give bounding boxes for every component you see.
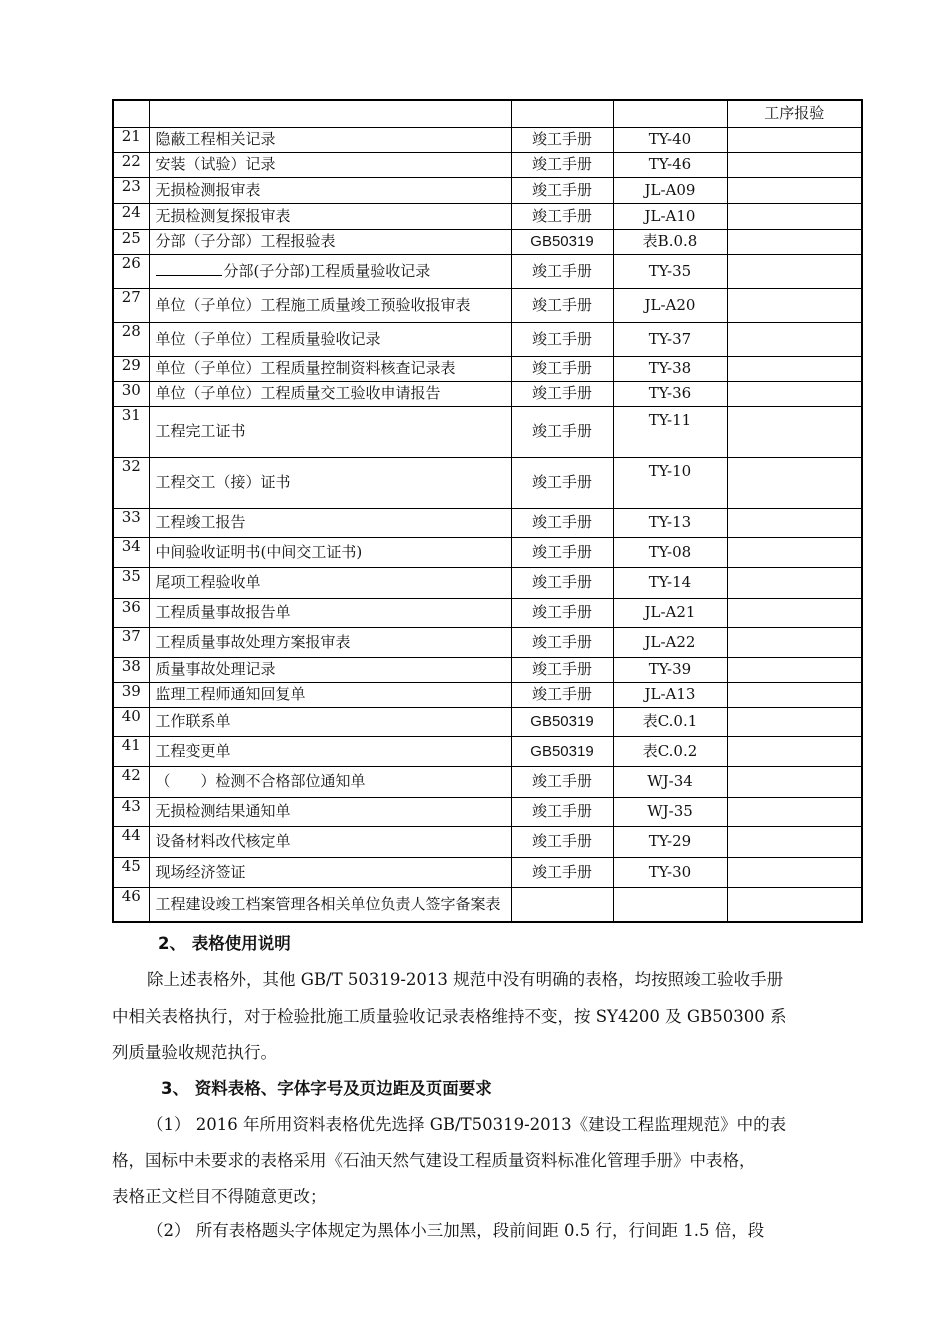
cell-code bbox=[613, 177, 727, 203]
cell-source bbox=[511, 322, 613, 356]
cell-number bbox=[113, 567, 149, 598]
cell-number bbox=[113, 127, 149, 152]
cell-source-text: 竣工手册 bbox=[531, 685, 592, 703]
cell-number bbox=[113, 508, 149, 537]
cell-source bbox=[511, 682, 613, 707]
cell-source-text: 竣工手册 bbox=[531, 542, 592, 561]
section-3-line-2: 格，国标中未要求的表格采用《石油天然气建设工程质量资料标准化管理手册》中表格， bbox=[112, 1151, 756, 1170]
cell-name bbox=[149, 288, 511, 322]
table-row bbox=[113, 537, 862, 567]
cell-number-text: 45 bbox=[121, 857, 141, 875]
cell-note bbox=[727, 887, 862, 922]
cell-number-text: 46 bbox=[121, 887, 141, 905]
cell-source-text: GB50319 bbox=[530, 233, 594, 250]
cell-number bbox=[113, 682, 149, 707]
cell-code-text: 表B.0.8 bbox=[642, 232, 698, 250]
table-row bbox=[113, 100, 862, 127]
cell-source bbox=[511, 406, 613, 457]
cell-code bbox=[613, 406, 727, 457]
cell-name bbox=[149, 627, 511, 657]
cell-name-text: 分部（子分部）工程报验表 bbox=[155, 232, 336, 250]
table-row bbox=[113, 567, 862, 598]
table-row bbox=[113, 127, 862, 152]
cell-note bbox=[727, 177, 862, 203]
cell-code bbox=[613, 508, 727, 537]
cell-note bbox=[727, 406, 862, 457]
cell-code-text: TY-39 bbox=[648, 660, 692, 678]
cell-name-text: 分部(子分部)工程质量验收记录 bbox=[223, 262, 431, 280]
cell-number bbox=[113, 537, 149, 567]
cell-code-text: TY-08 bbox=[648, 542, 692, 561]
cell-name-text: 工作联系单 bbox=[155, 712, 231, 730]
cell-code bbox=[613, 127, 727, 152]
cell-note bbox=[727, 797, 862, 826]
cell-source-text: 竣工手册 bbox=[531, 206, 592, 225]
cell-code bbox=[613, 229, 727, 254]
table-row bbox=[113, 887, 862, 922]
cell-note bbox=[727, 203, 862, 229]
cell-source bbox=[511, 381, 613, 406]
cell-name-text: 尾项工程验收单 bbox=[155, 573, 261, 591]
cell-source bbox=[511, 797, 613, 826]
cell-code-text: TY-35 bbox=[648, 261, 692, 280]
cell-number bbox=[113, 254, 149, 288]
cell-number bbox=[113, 657, 149, 682]
cell-note bbox=[727, 627, 862, 657]
cell-source-text: 竣工手册 bbox=[531, 862, 592, 881]
cell-source bbox=[511, 152, 613, 177]
cell-code-text: TY-11 bbox=[648, 410, 692, 429]
cell-name-text: 质量事故处理记录 bbox=[155, 660, 276, 678]
cell-source bbox=[511, 508, 613, 537]
cell-number bbox=[113, 887, 149, 922]
cell-code-text: WJ-34 bbox=[647, 772, 693, 790]
cell-name bbox=[149, 736, 511, 766]
cell-source bbox=[511, 598, 613, 627]
cell-number bbox=[113, 797, 149, 826]
cell-number bbox=[113, 152, 149, 177]
cell-number-text: 28 bbox=[121, 322, 141, 340]
cell-number-text: 29 bbox=[121, 356, 141, 374]
cell-name bbox=[149, 537, 511, 567]
cell-number bbox=[113, 707, 149, 736]
table-row bbox=[113, 657, 862, 682]
table-row bbox=[113, 627, 862, 657]
cell-code-text: WJ-35 bbox=[647, 802, 693, 820]
cell-number-text: 40 bbox=[121, 707, 141, 725]
cell-number-text: 21 bbox=[121, 127, 141, 145]
table-row bbox=[113, 356, 862, 381]
cell-name bbox=[149, 766, 511, 797]
cell-number bbox=[113, 356, 149, 381]
cell-number-text: 24 bbox=[121, 203, 141, 221]
cell-code-text: TY-30 bbox=[648, 862, 692, 881]
cell-source-text: 竣工手册 bbox=[531, 573, 592, 591]
cell-number-text: 42 bbox=[121, 766, 141, 784]
table-row bbox=[113, 254, 862, 288]
table-row bbox=[113, 826, 862, 857]
cell-name-text: 安装（试验）记录 bbox=[155, 155, 276, 173]
cell-name-text: 工程完工证书 bbox=[155, 422, 246, 440]
cell-note bbox=[727, 457, 862, 508]
cell-source bbox=[511, 100, 613, 127]
table-row bbox=[113, 707, 862, 736]
cell-note bbox=[727, 127, 862, 152]
cell-source-text: 竣工手册 bbox=[531, 632, 592, 651]
cell-number-text: 27 bbox=[121, 288, 141, 306]
cell-code-text: TY-13 bbox=[648, 513, 692, 531]
table-row bbox=[113, 598, 862, 627]
cell-note bbox=[727, 766, 862, 797]
table-row bbox=[113, 797, 862, 826]
cell-source bbox=[511, 127, 613, 152]
cell-code-text: JL-A22 bbox=[644, 632, 696, 651]
cell-source bbox=[511, 537, 613, 567]
cell-code-text: TY-29 bbox=[648, 832, 692, 850]
table-row bbox=[113, 203, 862, 229]
cell-note bbox=[727, 857, 862, 887]
cell-note bbox=[727, 598, 862, 627]
cell-name-text: 中间验收证明书(中间交工证书) bbox=[155, 542, 363, 561]
cell-code-text: 表C.0.1 bbox=[642, 712, 698, 730]
cell-name bbox=[149, 567, 511, 598]
cell-number-text: 39 bbox=[121, 682, 141, 700]
cell-code-text: TY-10 bbox=[648, 461, 692, 480]
cell-number-text: 44 bbox=[121, 826, 141, 844]
cell-code bbox=[613, 100, 727, 127]
cell-source bbox=[511, 857, 613, 887]
cell-source bbox=[511, 736, 613, 766]
cell-number-text: 32 bbox=[121, 457, 141, 475]
cell-note bbox=[727, 537, 862, 567]
cell-source bbox=[511, 766, 613, 797]
cell-source bbox=[511, 707, 613, 736]
cell-number bbox=[113, 203, 149, 229]
cell-note bbox=[727, 322, 862, 356]
cell-number-text: 26 bbox=[121, 254, 141, 272]
cell-note bbox=[727, 254, 862, 288]
cell-name bbox=[149, 152, 511, 177]
section-3-heading: 3、 资料表格、字体字号及页边距及页面要求 bbox=[161, 1079, 492, 1098]
cell-number bbox=[113, 406, 149, 457]
cell-number-text: 33 bbox=[121, 508, 141, 526]
cell-note bbox=[727, 100, 862, 127]
cell-source-text: 竣工手册 bbox=[531, 772, 592, 790]
table-row bbox=[113, 508, 862, 537]
cell-note bbox=[727, 288, 862, 322]
cell-source-text: GB50319 bbox=[530, 713, 594, 730]
cell-note bbox=[727, 152, 862, 177]
cell-number bbox=[113, 100, 149, 127]
cell-name bbox=[149, 203, 511, 229]
cell-source-text: GB50319 bbox=[530, 742, 594, 760]
cell-code bbox=[613, 322, 727, 356]
table-row bbox=[113, 406, 862, 457]
cell-name-text: 现场经济签证 bbox=[155, 862, 246, 881]
cell-name-text: 无损检测结果通知单 bbox=[155, 802, 291, 820]
cell-number bbox=[113, 457, 149, 508]
cell-number-text: 23 bbox=[121, 177, 141, 195]
cell-code bbox=[613, 766, 727, 797]
cell-name-text: 单位（子单位）工程质量控制资料核查记录表 bbox=[155, 359, 456, 377]
cell-code bbox=[613, 567, 727, 598]
cell-source bbox=[511, 203, 613, 229]
cell-number bbox=[113, 177, 149, 203]
cell-name-text: 工程质量事故处理方案报审表 bbox=[155, 632, 351, 651]
cell-source-text: 竣工手册 bbox=[531, 660, 592, 678]
cell-number-text: 37 bbox=[121, 627, 141, 645]
cell-code bbox=[613, 657, 727, 682]
table-row bbox=[113, 177, 862, 203]
cell-number bbox=[113, 229, 149, 254]
cell-number bbox=[113, 736, 149, 766]
cell-source-text: 竣工手册 bbox=[531, 261, 592, 280]
cell-code-text: JL-A20 bbox=[644, 295, 696, 314]
cell-note bbox=[727, 229, 862, 254]
cell-note-text: 工序报验 bbox=[764, 104, 825, 123]
cell-code-text: TY-36 bbox=[648, 384, 692, 402]
cell-note bbox=[727, 707, 862, 736]
cell-number bbox=[113, 598, 149, 627]
cell-source bbox=[511, 254, 613, 288]
cell-number-text: 35 bbox=[121, 567, 141, 585]
cell-number-text: 38 bbox=[121, 657, 141, 675]
cell-name bbox=[149, 406, 511, 457]
cell-code bbox=[613, 152, 727, 177]
cell-code bbox=[613, 381, 727, 406]
cell-source-text: 竣工手册 bbox=[531, 422, 592, 440]
cell-source bbox=[511, 887, 613, 922]
section-3-line-1: （1） 2016 年所用资料表格优先选择 GB/T50319-2013《建设工程监理规范》中的表 bbox=[147, 1115, 787, 1134]
cell-code bbox=[613, 288, 727, 322]
cell-name-text: 设备材料改代核定单 bbox=[155, 832, 291, 850]
cell-source bbox=[511, 177, 613, 203]
cell-source-text: 竣工手册 bbox=[531, 180, 592, 199]
cell-name-text: 单位（子单位）工程质量交工验收申请报告 bbox=[155, 384, 441, 402]
cell-number bbox=[113, 766, 149, 797]
cell-number bbox=[113, 627, 149, 657]
section-2-heading: 2、 表格使用说明 bbox=[158, 934, 291, 953]
table-row bbox=[113, 229, 862, 254]
cell-code bbox=[613, 736, 727, 766]
cell-name bbox=[149, 254, 511, 288]
fill-in-blank-line bbox=[156, 262, 222, 276]
cell-number-text: 25 bbox=[121, 229, 141, 247]
section-2-line-1: 除上述表格外，其他 GB/T 50319-2013 规范中没有明确的表格，均按照竣工验收手册 bbox=[147, 970, 784, 989]
cell-name bbox=[149, 657, 511, 682]
cell-source-text: 竣工手册 bbox=[531, 329, 592, 348]
cell-name bbox=[149, 322, 511, 356]
cell-code-text: JL-A10 bbox=[644, 206, 696, 225]
cell-source-text: 竣工手册 bbox=[531, 130, 592, 148]
cell-number-text: 34 bbox=[121, 537, 141, 555]
cell-name bbox=[149, 826, 511, 857]
cell-code-text: TY-14 bbox=[648, 573, 692, 591]
cell-source-text: 竣工手册 bbox=[531, 473, 592, 491]
cell-code-text: JL-A09 bbox=[644, 180, 696, 199]
cell-name bbox=[149, 707, 511, 736]
cell-name bbox=[149, 100, 511, 127]
cell-source bbox=[511, 229, 613, 254]
table-row bbox=[113, 766, 862, 797]
cell-name bbox=[149, 508, 511, 537]
cell-code bbox=[613, 887, 727, 922]
cell-name-text: （ ）检测不合格部位通知单 bbox=[155, 772, 366, 790]
cell-source-text: 竣工手册 bbox=[531, 155, 592, 173]
cell-note bbox=[727, 826, 862, 857]
cell-source-text: 竣工手册 bbox=[531, 802, 592, 820]
cell-code-text: TY-38 bbox=[648, 359, 692, 377]
cell-source-text: 竣工手册 bbox=[531, 832, 592, 850]
cell-name-text: 无损检测报审表 bbox=[155, 180, 261, 199]
cell-name bbox=[149, 887, 511, 922]
cell-name bbox=[149, 381, 511, 406]
cell-number bbox=[113, 381, 149, 406]
table-row bbox=[113, 682, 862, 707]
cell-number-text: 22 bbox=[121, 152, 141, 170]
cell-code bbox=[613, 627, 727, 657]
cell-code bbox=[613, 857, 727, 887]
cell-name-text: 隐蔽工程相关记录 bbox=[155, 130, 276, 148]
table-row bbox=[113, 736, 862, 766]
cell-note bbox=[727, 736, 862, 766]
cell-source bbox=[511, 288, 613, 322]
cell-code bbox=[613, 356, 727, 381]
cell-name-text: 单位（子单位）工程施工质量竣工预验收报审表 bbox=[155, 295, 471, 314]
cell-name bbox=[149, 857, 511, 887]
cell-source-text: 竣工手册 bbox=[531, 384, 592, 402]
cell-number bbox=[113, 288, 149, 322]
cell-source-text: 竣工手册 bbox=[531, 359, 592, 377]
cell-name bbox=[149, 598, 511, 627]
table-row bbox=[113, 457, 862, 508]
cell-note bbox=[727, 682, 862, 707]
cell-code bbox=[613, 537, 727, 567]
section-2-line-2: 中相关表格执行，对于检验批施工质量验收记录表格维持不变，按 SY4200 及 GB50300 系 bbox=[112, 1007, 787, 1026]
cell-name bbox=[149, 797, 511, 826]
cell-note bbox=[727, 508, 862, 537]
cell-number-text: 30 bbox=[121, 381, 141, 399]
cell-number-text: 41 bbox=[121, 736, 141, 754]
cell-name-text: 工程质量事故报告单 bbox=[155, 603, 291, 621]
cell-code bbox=[613, 457, 727, 508]
cell-name bbox=[149, 229, 511, 254]
cell-code bbox=[613, 254, 727, 288]
cell-number-text: 36 bbox=[121, 598, 141, 616]
cell-name-text: 工程建设竣工档案管理各相关单位负责人签字备案表 bbox=[155, 894, 501, 913]
table-row bbox=[113, 381, 862, 406]
cell-code bbox=[613, 707, 727, 736]
table-row bbox=[113, 152, 862, 177]
cell-name bbox=[149, 457, 511, 508]
cell-code-text: JL-A21 bbox=[644, 603, 696, 621]
cell-source bbox=[511, 356, 613, 381]
cell-source-text: 竣工手册 bbox=[531, 513, 592, 531]
cell-code bbox=[613, 682, 727, 707]
cell-name-text: 工程变更单 bbox=[155, 741, 231, 760]
cell-code-text: TY-37 bbox=[648, 329, 692, 348]
table-row bbox=[113, 288, 862, 322]
cell-source bbox=[511, 826, 613, 857]
table-row bbox=[113, 322, 862, 356]
cell-name bbox=[149, 127, 511, 152]
cell-note bbox=[727, 356, 862, 381]
cell-name bbox=[149, 177, 511, 203]
cell-note bbox=[727, 657, 862, 682]
table-row bbox=[113, 857, 862, 887]
cell-name-text: 监理工程师通知回复单 bbox=[155, 685, 306, 703]
cell-source bbox=[511, 457, 613, 508]
cell-code-text: 表C.0.2 bbox=[642, 741, 698, 760]
cell-code-text: JL-A13 bbox=[644, 685, 696, 703]
cell-source bbox=[511, 627, 613, 657]
section-3-line-3: 表格正文栏目不得随意更改； bbox=[112, 1187, 327, 1206]
cell-source-text: 竣工手册 bbox=[531, 603, 592, 621]
cell-name bbox=[149, 682, 511, 707]
section-2-line-3: 列质量验收规范执行。 bbox=[112, 1043, 277, 1062]
section-3-line-4: （2） 所有表格题头字体规定为黑体小三加黑，段前间距 0.5 行，行间距 1.5 倍，段 bbox=[147, 1221, 765, 1240]
cell-number-text: 43 bbox=[121, 797, 141, 815]
cell-name bbox=[149, 356, 511, 381]
cell-code bbox=[613, 203, 727, 229]
cell-code bbox=[613, 598, 727, 627]
cell-name-text: 单位（子单位）工程质量验收记录 bbox=[155, 329, 381, 348]
cell-code-text: TY-46 bbox=[648, 155, 692, 173]
cell-name-text: 无损检测复探报审表 bbox=[155, 206, 291, 225]
cell-note bbox=[727, 567, 862, 598]
cell-note bbox=[727, 381, 862, 406]
cell-number bbox=[113, 322, 149, 356]
cell-code bbox=[613, 826, 727, 857]
cell-name-text: 工程竣工报告 bbox=[155, 513, 246, 531]
forms-table bbox=[112, 99, 863, 923]
cell-source-text: 竣工手册 bbox=[531, 295, 592, 314]
cell-number-text: 31 bbox=[121, 406, 141, 424]
cell-code-text: TY-40 bbox=[648, 130, 692, 148]
cell-name-text: 工程交工（接）证书 bbox=[155, 473, 291, 491]
cell-number bbox=[113, 857, 149, 887]
cell-number bbox=[113, 826, 149, 857]
cell-source bbox=[511, 657, 613, 682]
cell-code bbox=[613, 797, 727, 826]
cell-source bbox=[511, 567, 613, 598]
